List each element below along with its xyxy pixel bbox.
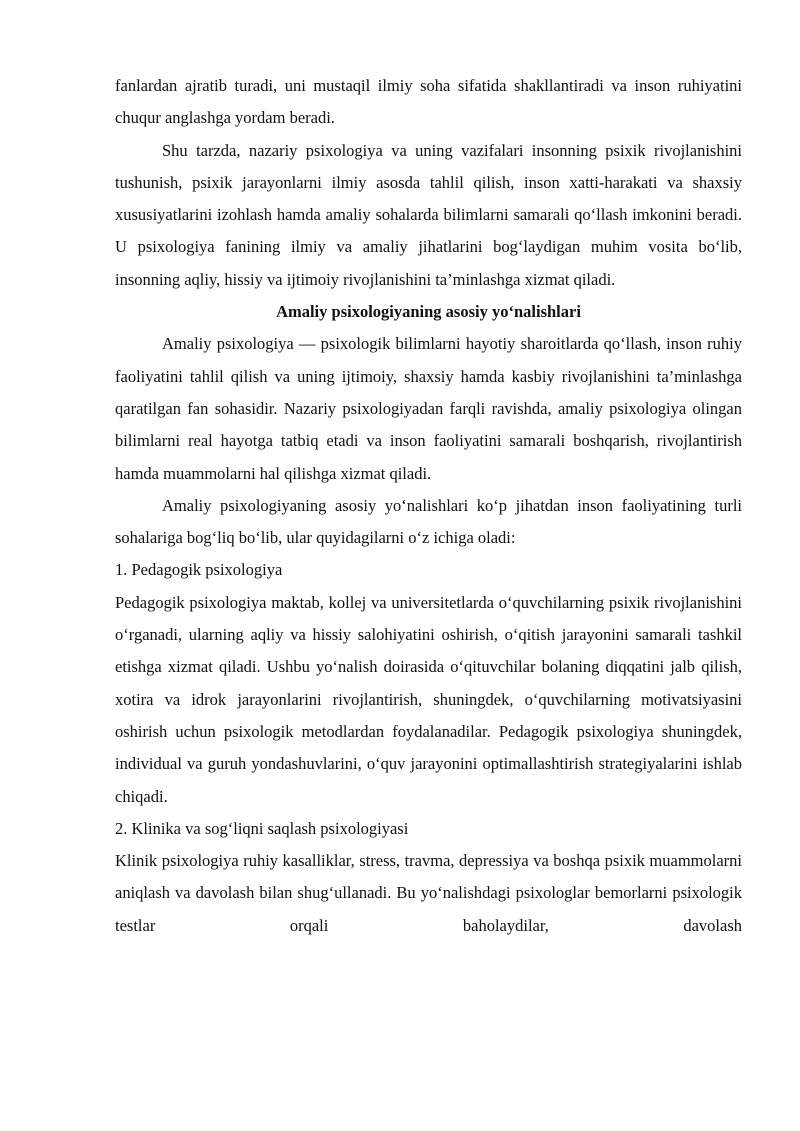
paragraph-directions-intro: Amaliy psixologiyaning asosiy yo‘nalishlari ko‘p jihatdan inson faoliyatining turli sohalariga bog‘liq bo‘lib, ular quyidagilarni o‘z ichiga oladi: bbox=[115, 495, 742, 548]
paragraph-applied-definition: Amaliy psixologiya — psixologik bilimlarni hayotiy sharoitlarda qo‘llash, inson ruhiy faoliyatini tahlil qilish va uning ijtimoiy, shaxsiy hamda kasbiy rivojlanishini ta’minlashga qaratilgan fan sohasidir. Nazariy psixologiyadan farqli ravishda, amaliy psixologiya olingan bilimlarni real hayotga tatbiq etadi va inson faoliyatini samarali boshqarish, rivojlantirish hamda muammolarni hal qilishga xizmat qiladi. bbox=[115, 334, 742, 483]
list-item-title-clinical: 2. Klinika va sog‘liqni saqlash psixologiyasi bbox=[115, 818, 409, 838]
paragraph-continuation: fanlardan ajratib turadi, uni mustaqil ilmiy soha sifatida shakllantiradi va inson ruhiyatini chuqur anglashga yordam beradi. bbox=[115, 76, 742, 128]
paragraph-theory-summary: Shu tarzda, nazariy psixologiya va uning vazifalari insonning psixik rivojlanishini tushunish, psixik jarayonlarni ilmiy asosda tahlil qilish, inson xatti-harakati va shaxsiy xususiyatlarini izohlash hamda amaliy sohalarda bilimlarni samarali qo‘llash imkonini beradi. U psixologiya fanining ilmiy va amaliy jihatlarini bog‘laydigan muhim vosita bo‘lib, insonning aqliy, hissiy va ijtimoiy rivojlanishini ta’minlashga xizmat qiladi. bbox=[115, 140, 742, 289]
section-heading: Amaliy psixologiyaning asosiy yo‘nalishlari bbox=[276, 302, 581, 322]
paragraph-clinical: Klinik psixologiya ruhiy kasalliklar, stress, travma, depressiya va boshqa psixik muammolarni aniqlash va davolash bilan shug‘ullanadi. Bu yo‘nalishdagi psixologlar bemorlarni psixologik testlar orqali baholaydilar, davolash bbox=[115, 851, 742, 935]
list-item-title-pedagogical: 1. Pedagogik psixologiya bbox=[115, 560, 283, 580]
document-page bbox=[115, 70, 742, 942]
paragraph-pedagogical: Pedagogik psixologiya maktab, kollej va universitetlarda o‘quvchilarning psixik rivojlanishini o‘rganadi, ularning aqliy va hissiy salohiyatini oshirish, o‘qitish jarayonini samarali tashkil etishga xizmat qiladi. Ushbu yo‘nalish doirasida o‘qituvchilar bolaning diqqatini jalb qilish, xotira va idrok jarayonlarini rivojlantirish, shuningdek, o‘quvchilarning motivatsiyasini oshirish uchun psixologik metodlardan foydalanadilar. Pedagogik psixologiya shuningdek, individual va guruh yondashuvlarini, o‘quv jarayonini optimallashtirish strategiyalarini ishlab chiqadi. bbox=[115, 592, 742, 806]
